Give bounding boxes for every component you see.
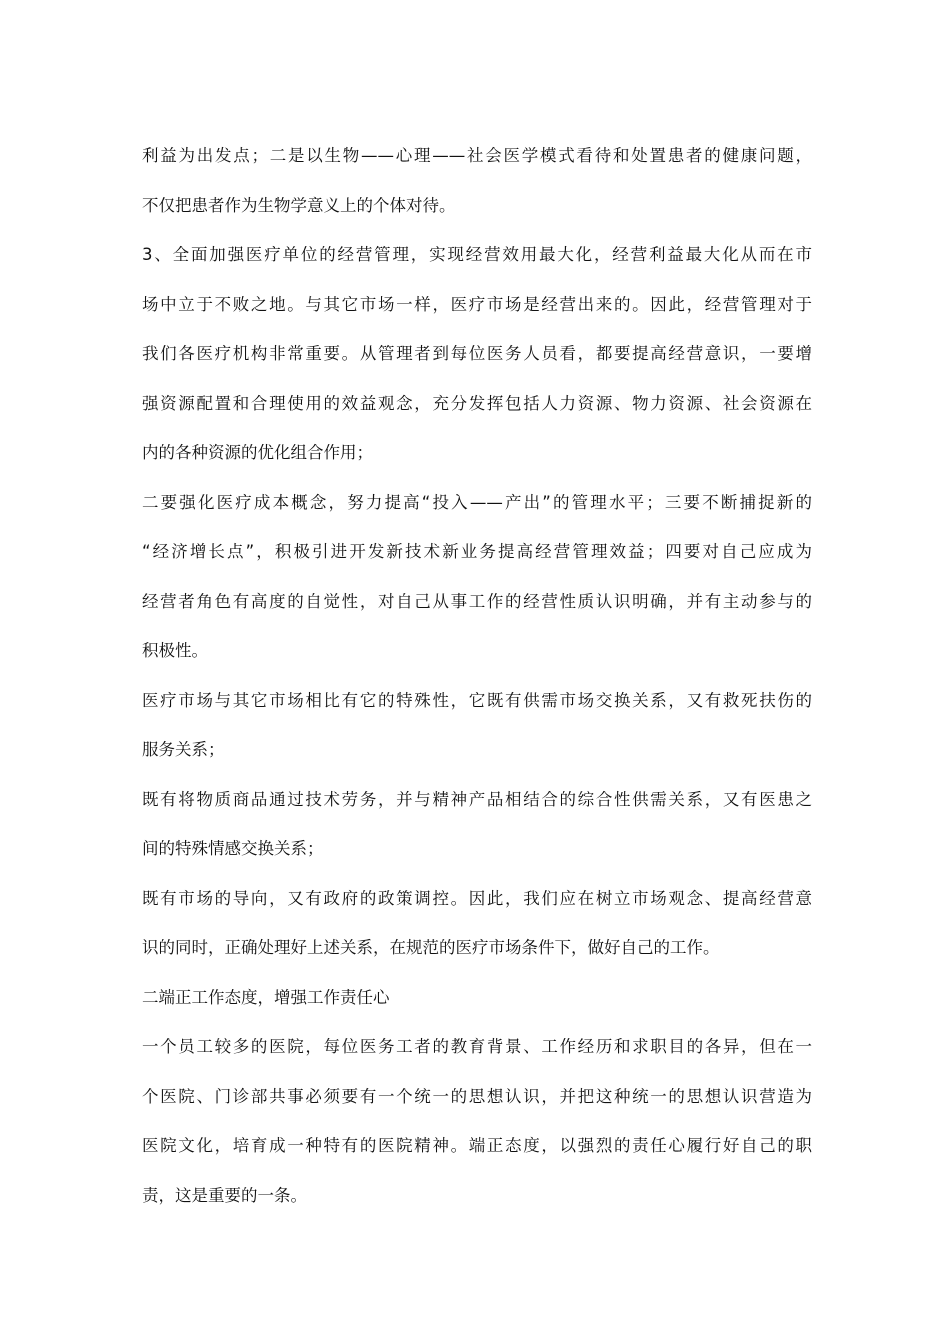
text-line: 二要强化医疗成本概念，努力提高“投入——产出”的管理水平；三要不断捕捉新的 (142, 492, 812, 512)
text-line: 医疗市场与其它市场相比有它的特殊性，它既有供需市场交换关系，又有救死扶伤的 (142, 690, 812, 710)
body-text (142, 131, 812, 1220)
text-line: 个医院、门诊部共事必须要有一个统一的思想认识，并把这种统一的思想认识营造为 (142, 1086, 812, 1106)
text-line: 强资源配置和合理使用的效益观念，充分发挥包括人力资源、物力资源、社会资源在 (142, 393, 812, 413)
text-line: 既有市场的导向，又有政府的政策调控。因此，我们应在树立市场观念、提高经营意 (142, 888, 812, 908)
text-line: 识的同时，正确处理好上述关系，在规范的医疗市场条件下，做好自己的工作。 (142, 938, 720, 957)
text-line: 我们各医疗机构非常重要。从管理者到每位医务人员看，都要提高经营意识，一要增 (142, 344, 812, 363)
text-line: “经济增长点”，积极引进开发新技术新业务提高经营管理效益；四要对自己应成为 (142, 542, 812, 561)
text-line: 内的各种资源的优化组合作用； (142, 443, 373, 462)
text-line: 既有将物质商品通过技术劳务，并与精神产品相结合的综合性供需关系，又有医患之 (142, 789, 812, 809)
text-line: 场中立于不败之地。与其它市场一样，医疗市场是经营出来的。因此，经营管理对于 (142, 294, 812, 314)
text-line: 利益为出发点；二是以生物——心理——社会医学模式看待和处置患者的健康问题， (142, 146, 812, 165)
text-line: 服务关系； (142, 740, 225, 759)
text-line: 积极性。 (142, 641, 208, 660)
text-line: 一个员工较多的医院，每位医务工者的教育背景、工作经历和求职目的各异，但在一 (142, 1037, 812, 1056)
text-line: 间的特殊情感交换关系； (142, 839, 324, 858)
text-line: 经营者角色有高度的自觉性，对自己从事工作的经营性质认识明确，并有主动参与的 (142, 591, 812, 611)
section-heading: 二端正工作态度，增强工作责任心 (142, 987, 390, 1007)
text-line: 责，这是重要的一条。 (142, 1185, 307, 1205)
text-line: 3、全面加强医疗单位的经营管理，实现经营效用最大化，经营利益最大化从而在市 (142, 245, 812, 264)
text-line: 医院文化，培育成一种特有的医院精神。端正态度，以强烈的责任心履行好自己的职 (142, 1136, 812, 1155)
text-line: 不仅把患者作为生物学意义上的个体对待。 (142, 195, 456, 215)
